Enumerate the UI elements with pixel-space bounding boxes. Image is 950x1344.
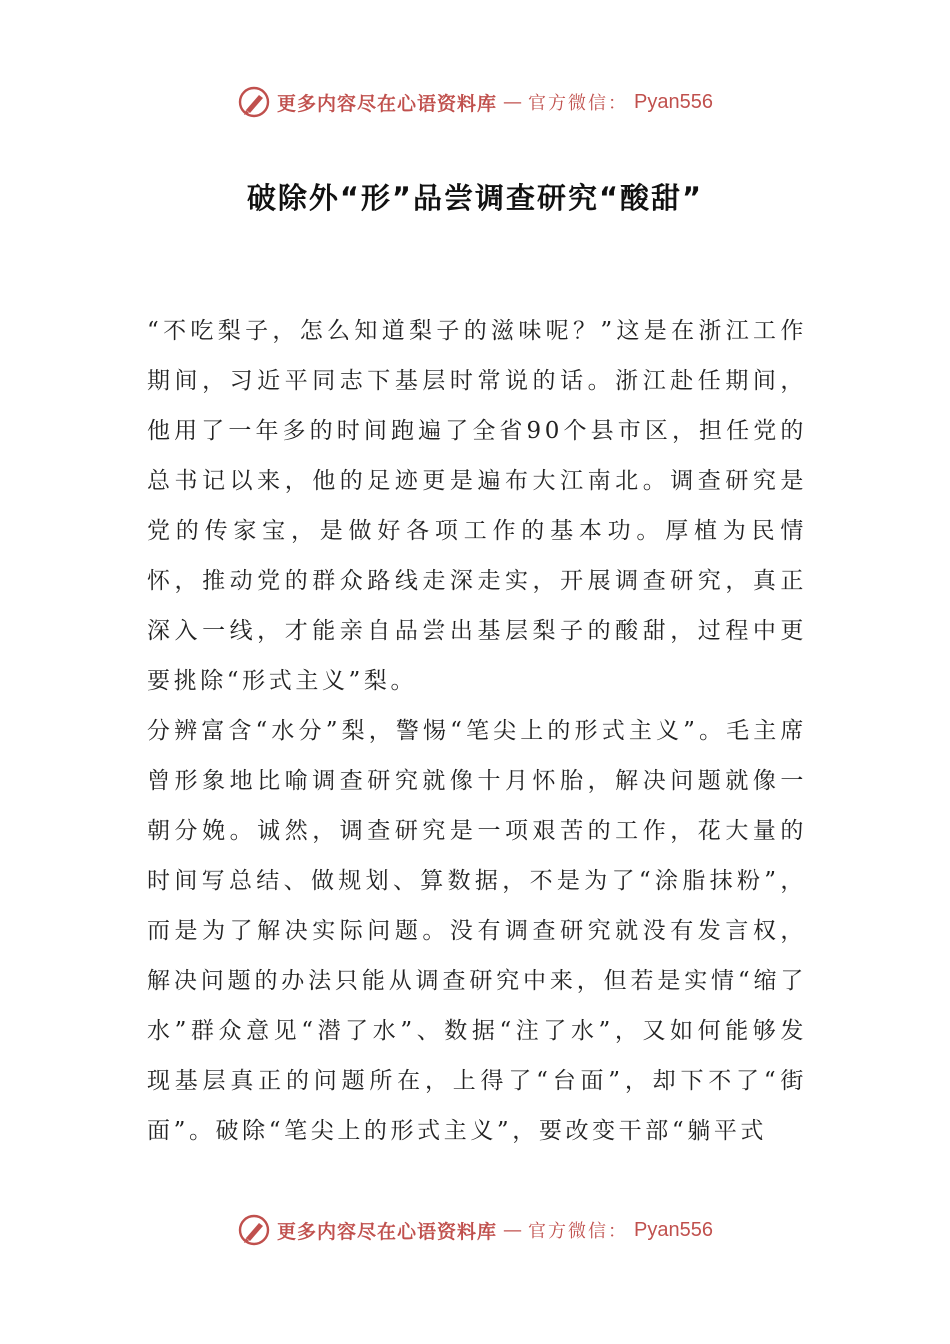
watermark-dash: — — [503, 91, 523, 113]
watermark-site-text: 更多内容尽在心语资料库 — [277, 1220, 498, 1243]
watermark-wechat-label: 官方微信： — [528, 93, 629, 114]
pen-nib-logo-icon — [237, 85, 271, 119]
document-title: 破除外“形”品尝调查研究“酸甜” — [246, 181, 704, 215]
footer-watermark — [0, 1210, 950, 1250]
paragraph-2: 分辨富含“水分”梨，警惕“笔尖上的形式主义”。毛主席曾形象地比喻调查研究就像十月怀胎，解决问题就像一朝分娩。诚然，调查研究是一项艰苦的工作，花大量的时间写总结、做规划、算数据，不是为了“涂脂抹粉”，而是为了解决实际问题。没有调查研究就没有发言权，解决问题的办法只能从调查研究中来，但若是实情“缩了水”群众意见“潜了水”、数据“注了水”，又如何能够发现基层真正的问题所在，上得了“台面”，却下不了“街面”。破除“笔尖上的形式主义”，要改变干部“躺平式 — [147, 718, 807, 1144]
paragraph-1: “不吃梨子，怎么知道梨子的滋味呢？”这是在浙江工作期间，习近平同志下基层时常说的话。浙江赴任期间，他用了一年多的时间跑遍了全省90个县市区，担任党的总书记以来，他的足迹更是遍布大江南北。调查研究是党的传家宝，是做好各项工作的基本功。厚植为民情怀，推动党的群众路线走深走实，开展调查研究，真正深入一线，才能亲自品尝出基层梨子的酸甜，过程中更要挑除“形式主义”梨。 — [147, 318, 807, 694]
pen-nib-logo-icon — [237, 1213, 271, 1247]
watermark-wechat-id: Pyan556 — [634, 90, 713, 113]
watermark-dash: — — [503, 1219, 523, 1241]
watermark-site-text: 更多内容尽在心语资料库 — [277, 92, 498, 115]
watermark-wechat-label: 官方微信： — [528, 1221, 629, 1242]
article-body — [147, 306, 807, 1156]
watermark-wechat-id: Pyan556 — [634, 1218, 713, 1241]
header-watermark — [0, 82, 950, 122]
